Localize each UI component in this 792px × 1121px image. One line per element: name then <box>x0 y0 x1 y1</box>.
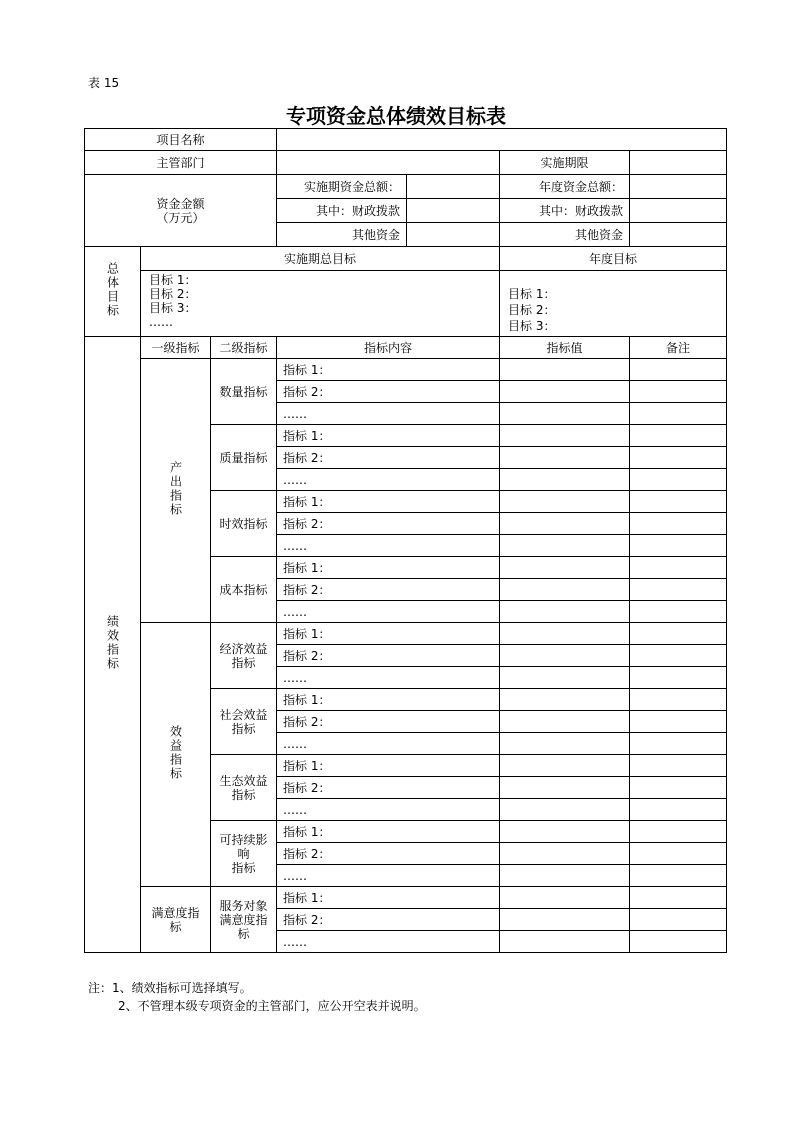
indicator-value-cell[interactable] <box>500 403 630 425</box>
project-name-value[interactable] <box>277 129 727 151</box>
indicator-note-cell[interactable] <box>630 601 727 623</box>
value-header: 指标值 <box>500 337 630 359</box>
indicator-note-cell[interactable] <box>630 887 727 909</box>
level1-header: 一级指标 <box>141 337 211 359</box>
period-value[interactable] <box>630 151 727 175</box>
annual-goal-line-3: 目标 3： <box>508 319 556 333</box>
indicator-value-cell[interactable] <box>500 623 630 645</box>
indicator-item[interactable]: 指标 1： <box>277 689 500 711</box>
indicator-value-cell[interactable] <box>500 711 630 733</box>
other-fund-label-period: 其他资金 <box>277 223 407 247</box>
indicator-item[interactable]: 指标 1： <box>277 755 500 777</box>
satisfaction-indicator-text: 满意度指标 <box>151 905 200 934</box>
indicator-value-cell[interactable] <box>500 535 630 557</box>
total-fund-label: 实施期资金总额： <box>277 175 407 199</box>
period-goal-header: 实施期总目标 <box>141 247 500 271</box>
annual-goal-header: 年度目标 <box>500 247 727 271</box>
service-text-1: 服务对象 <box>219 898 268 913</box>
indicator-note-cell[interactable] <box>630 667 727 689</box>
benefit-indicator-label <box>141 623 211 887</box>
indicator-value-cell[interactable] <box>500 601 630 623</box>
period-goal-line-4: …… <box>149 315 173 329</box>
footnotes <box>88 979 426 1015</box>
indicator-item[interactable]: 指标 1： <box>277 557 500 579</box>
indicator-item-more[interactable]: …… <box>277 601 500 623</box>
indicator-item[interactable]: 指标 1： <box>277 821 500 843</box>
indicator-note-cell[interactable] <box>630 579 727 601</box>
annual-fund-label: 年度资金总额： <box>500 175 630 199</box>
footnote-1: 注：1、绩效指标可选择填写。 <box>88 981 252 995</box>
indicator-note-cell[interactable] <box>630 359 727 381</box>
indicator-value-cell[interactable] <box>500 469 630 491</box>
indicator-item-more[interactable]: …… <box>277 931 500 953</box>
indicator-item-more[interactable]: …… <box>277 403 500 425</box>
indicator-item[interactable]: 指标 2： <box>277 843 500 865</box>
indicator-note-cell[interactable] <box>630 513 727 535</box>
indicator-value-cell[interactable] <box>500 425 630 447</box>
indicator-value-cell[interactable] <box>500 733 630 755</box>
other-fund-value-annual[interactable] <box>630 223 727 247</box>
cost-indicator: 成本指标 <box>211 557 277 623</box>
indicator-note-cell[interactable] <box>630 381 727 403</box>
indicator-value-cell[interactable] <box>500 821 630 843</box>
indicator-item[interactable]: 指标 2： <box>277 645 500 667</box>
annual-goal-content[interactable] <box>500 271 727 337</box>
note-header: 备注 <box>630 337 727 359</box>
indicator-item[interactable]: 指标 2： <box>277 909 500 931</box>
output-indicator-text: 产出指标 <box>168 461 183 517</box>
sustainable-text-3: 指标 <box>231 860 256 875</box>
indicator-note-cell[interactable] <box>630 755 727 777</box>
indicator-note-cell[interactable] <box>630 645 727 667</box>
indicator-note-cell[interactable] <box>630 689 727 711</box>
indicator-note-cell[interactable] <box>630 711 727 733</box>
fiscal-value-annual[interactable] <box>630 199 727 223</box>
total-fund-value[interactable] <box>407 175 500 199</box>
indicator-note-cell[interactable] <box>630 469 727 491</box>
sustainable-text-2: 响 <box>237 846 250 861</box>
indicator-note-cell[interactable] <box>630 425 727 447</box>
overall-goal-label <box>85 247 141 337</box>
indicator-value-cell[interactable] <box>500 359 630 381</box>
economic-benefit-indicator <box>211 623 277 689</box>
indicator-value-cell[interactable] <box>500 513 630 535</box>
fund-amount-text: 资金金额 <box>156 196 205 211</box>
indicator-item-more[interactable]: …… <box>277 469 500 491</box>
quantity-indicator: 数量指标 <box>211 359 277 425</box>
other-fund-label-annual: 其他资金 <box>500 223 630 247</box>
dept-label: 主管部门 <box>85 151 277 175</box>
indicator-value-cell[interactable] <box>500 689 630 711</box>
indicator-note-cell[interactable] <box>630 557 727 579</box>
indicator-item-more[interactable]: …… <box>277 865 500 887</box>
social-benefit-indicator <box>211 689 277 755</box>
period-label: 实施期限 <box>500 151 630 175</box>
fiscal-label-period: 其中：财政拨款 <box>277 199 407 223</box>
indicator-note-cell[interactable] <box>630 799 727 821</box>
period-goal-content[interactable] <box>141 271 500 337</box>
fiscal-label-annual: 其中：财政拨款 <box>500 199 630 223</box>
indicator-value-cell[interactable] <box>500 799 630 821</box>
dept-value[interactable] <box>277 151 500 175</box>
quality-indicator: 质量指标 <box>211 425 277 491</box>
table-number: 表 15 <box>88 76 120 90</box>
fund-amount-label <box>85 175 277 247</box>
indicator-item[interactable]: 指标 2： <box>277 447 500 469</box>
annual-goal-line-2: 目标 2： <box>508 303 556 317</box>
period-goal-line-1: 目标 1： <box>149 273 197 287</box>
period-goal-line-2: 目标 2： <box>149 287 197 301</box>
performance-goal-table <box>84 128 727 953</box>
ecological-benefit-indicator <box>211 755 277 821</box>
indicator-item[interactable]: 指标 1： <box>277 887 500 909</box>
economic-benefit-text: 经济效益指标 <box>219 641 268 670</box>
indicator-value-cell[interactable] <box>500 755 630 777</box>
indicator-item-more[interactable]: …… <box>277 799 500 821</box>
indicator-value-cell[interactable] <box>500 557 630 579</box>
indicator-note-cell[interactable] <box>630 865 727 887</box>
indicator-value-cell[interactable] <box>500 909 630 931</box>
project-name-label: 项目名称 <box>85 129 277 151</box>
indicator-item[interactable]: 指标 1： <box>277 359 500 381</box>
performance-label <box>85 337 141 953</box>
indicator-value-cell[interactable] <box>500 645 630 667</box>
indicator-note-cell[interactable] <box>630 403 727 425</box>
indicator-item[interactable]: 指标 2： <box>277 381 500 403</box>
ecological-benefit-text: 生态效益指标 <box>219 773 268 802</box>
indicator-note-cell[interactable] <box>630 931 727 953</box>
indicator-item[interactable]: 指标 1： <box>277 623 500 645</box>
indicator-note-cell[interactable] <box>630 491 727 513</box>
service-satisfaction-indicator <box>211 887 277 953</box>
output-indicator-label <box>141 359 211 623</box>
indicator-value-cell[interactable] <box>500 865 630 887</box>
indicator-value-cell[interactable] <box>500 887 630 909</box>
indicator-item[interactable]: 指标 2： <box>277 513 500 535</box>
indicator-item-more[interactable]: …… <box>277 733 500 755</box>
indicator-value-cell[interactable] <box>500 447 630 469</box>
indicator-item[interactable]: 指标 2： <box>277 711 500 733</box>
indicator-note-cell[interactable] <box>630 821 727 843</box>
other-fund-value-period[interactable] <box>407 223 500 247</box>
indicator-item[interactable]: 指标 1： <box>277 425 500 447</box>
indicator-note-cell[interactable] <box>630 777 727 799</box>
page-title: 专项资金总体绩效目标表 <box>286 104 506 128</box>
satisfaction-indicator-label <box>141 887 211 953</box>
fund-unit-text: （万元） <box>156 210 205 225</box>
sustainable-impact-indicator <box>211 821 277 887</box>
benefit-indicator-text: 效益指标 <box>168 725 183 781</box>
indicator-note-cell[interactable] <box>630 535 727 557</box>
indicator-value-cell[interactable] <box>500 667 630 689</box>
overall-goal-text: 总体目标 <box>105 262 120 318</box>
indicator-item[interactable]: 指标 2： <box>277 777 500 799</box>
social-benefit-text: 社会效益指标 <box>219 707 268 736</box>
indicator-value-cell[interactable] <box>500 491 630 513</box>
indicator-item[interactable]: 指标 1： <box>277 491 500 513</box>
service-text-2: 满意度指 <box>219 912 268 927</box>
indicator-value-cell[interactable] <box>500 579 630 601</box>
indicator-item-more[interactable]: …… <box>277 535 500 557</box>
annual-goal-line-1: 目标 1： <box>508 287 556 301</box>
level2-header: 二级指标 <box>211 337 277 359</box>
timeliness-indicator: 时效指标 <box>211 491 277 557</box>
indicator-note-cell[interactable] <box>630 623 727 645</box>
indicator-note-cell[interactable] <box>630 843 727 865</box>
period-goal-line-3: 目标 3： <box>149 301 197 315</box>
indicator-note-cell[interactable] <box>630 733 727 755</box>
sustainable-text-1: 可持续影 <box>219 832 268 847</box>
indicator-item-more[interactable]: …… <box>277 667 500 689</box>
annual-fund-value[interactable] <box>630 175 727 199</box>
indicator-note-cell[interactable] <box>630 909 727 931</box>
indicator-value-cell[interactable] <box>500 931 630 953</box>
indicator-note-cell[interactable] <box>630 447 727 469</box>
performance-text: 绩效指标 <box>105 615 120 671</box>
fiscal-value-period[interactable] <box>407 199 500 223</box>
indicator-value-cell[interactable] <box>500 381 630 403</box>
content-header: 指标内容 <box>277 337 500 359</box>
indicator-item[interactable]: 指标 2： <box>277 579 500 601</box>
service-text-3: 标 <box>237 926 250 941</box>
indicator-value-cell[interactable] <box>500 843 630 865</box>
indicator-value-cell[interactable] <box>500 777 630 799</box>
footnote-2: 2、不管理本级专项资金的主管部门，应公开空表并说明。 <box>118 999 426 1013</box>
